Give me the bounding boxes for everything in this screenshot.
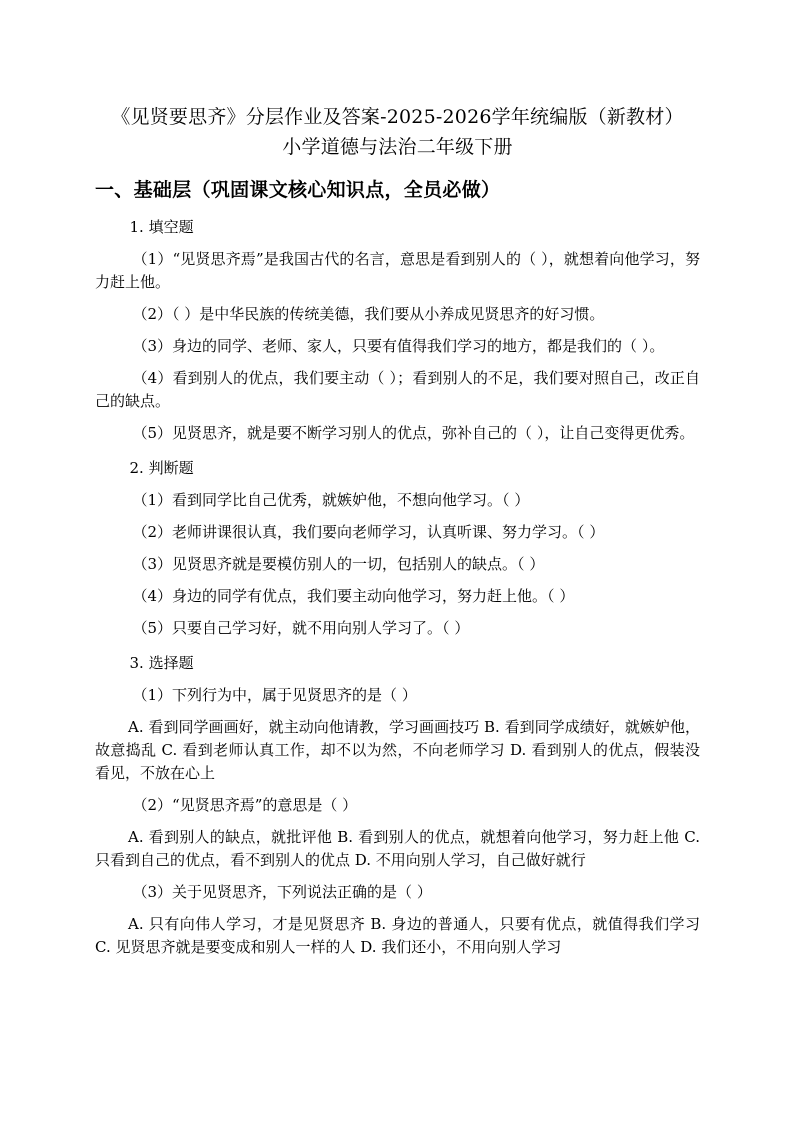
fill-blank-item: （2）（ ）是中华民族的传统美德，我们要从小养成见贤思齐的好习惯。 [132, 305, 605, 323]
choice-question-stem: （1）下列行为中，属于见贤思齐的是（ ） [132, 686, 417, 704]
true-false-item: （4）身边的同学有优点，我们要主动向他学习，努力赶上他。（ ） [132, 587, 575, 605]
true-false-item: （2）老师讲课很认真，我们要向老师学习，认真听课、努力学习。（ ） [132, 523, 605, 541]
document-title-line2: 小学道德与法治二年级下册 [282, 136, 513, 158]
fill-blank-item: （5）见贤思齐，就是要不断学习别人的优点，弥补自己的（ ），让自己变得更优秀。 [132, 424, 695, 442]
choice-question-stem: （2）“见贤思齐焉”的意思是（ ） [132, 796, 358, 814]
document-title-line1: 《见贤要思齐》分层作业及答案-2025-2026学年统编版（新教材） [111, 106, 684, 128]
section-heading-basic: 一、基础层（巩固课文核心知识点，全员必做） [95, 179, 501, 201]
fill-blank-item: （3）身边的同学、老师、家人，只要有值得我们学习的地方，都是我们的（ ）。 [132, 337, 665, 355]
choice-question-options: A. 只有向伟人学习，才是见贤思齐 B. 身边的普通人，只要有优点，就值得我们学习 C. 见贤思齐就是要变成和别人一样的人 D. 我们还小，不用向别人学习 [95, 915, 700, 956]
choice-heading: 3. 选择题 [129, 654, 194, 672]
document-page [95, 0, 700, 959]
choice-question-stem: （3）关于见贤思齐，下列说法正确的是（ ） [132, 883, 432, 901]
fill-blank-heading: 1. 填空题 [129, 218, 194, 236]
choice-question-options: A. 看到同学画画好，就主动向他请教，学习画画技巧 B. 看到同学成绩好，就嫉妒他，故意捣乱 C. 看到老师认真工作，却不以为然，不向老师学习 D. 看到别人的优点，假装没看见，不放在心上 [95, 718, 700, 782]
choice-question-options: A. 看到别人的缺点，就批评他 B. 看到别人的优点，就想着向他学习，努力赶上他 C. 只看到自己的优点，看不到别人的优点 D. 不用向别人学习，自己做好就行 [95, 828, 700, 869]
true-false-heading: 2. 判断题 [129, 459, 194, 477]
fill-blank-item: （4）看到别人的优点，我们要主动（ ）；看到别人的不足，我们要对照自己，改正自己的缺点。 [95, 369, 700, 410]
true-false-item: （5）只要自己学习好，就不用向别人学习了。（ ） [132, 619, 470, 637]
fill-blank-item: （1）“见贤思齐焉”是我国古代的名言，意思是看到别人的（ ），就想着向他学习，努力赶上他。 [95, 250, 700, 291]
true-false-item: （3）见贤思齐就是要模仿别人的一切，包括别人的缺点。（ ） [132, 555, 545, 573]
true-false-item: （1）看到同学比自己优秀，就嫉妒他，不想向他学习。（ ） [132, 491, 530, 509]
